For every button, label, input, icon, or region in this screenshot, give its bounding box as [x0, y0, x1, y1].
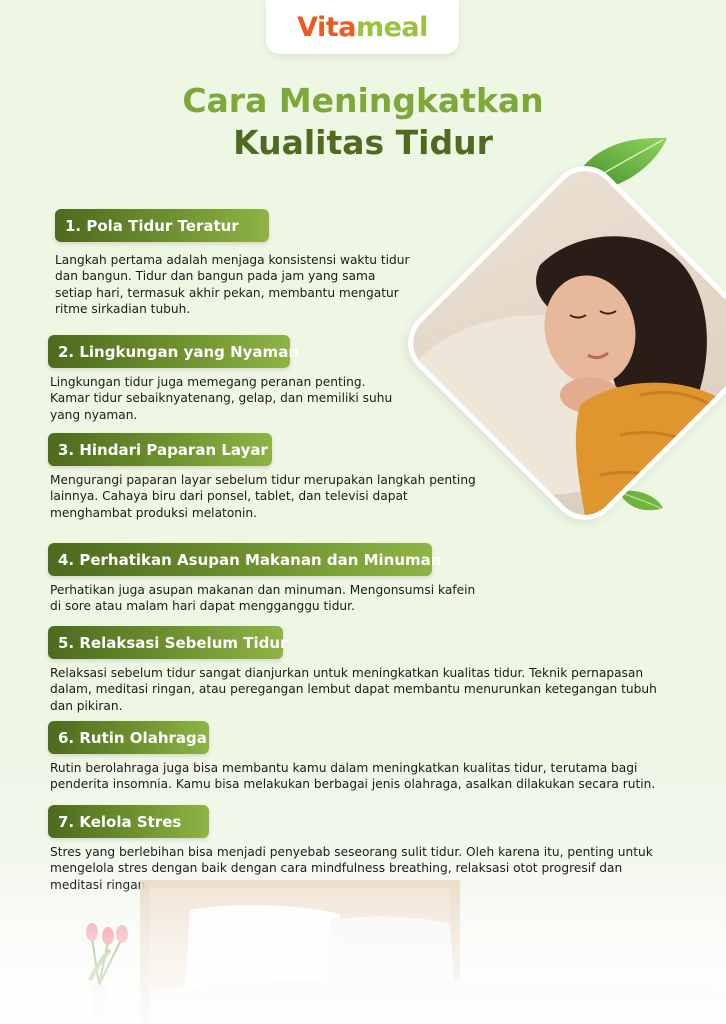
section-6-line: Rutin berolahraga juga bisa membantu kamu dalam meningkatkan kualitas tidur, terutama bagi: [50, 761, 638, 775]
section-4-text: [50, 582, 510, 615]
section-5-line: dalam, meditasi ringan, atau peregangan lembut dapat membantu menurunkan ketegangan tubuh: [50, 682, 657, 697]
section-7-line: mengelola stres dengan baik dengan cara mindfulness breathing, relaksasi otot progresif dan: [50, 861, 623, 876]
section-4-line: di sore atau malam hari dapat mengganggu tidur.: [50, 599, 355, 614]
title-line-1: Cara Meningkatkan: [182, 81, 544, 120]
section-2-line: Kamar tidur sebaiknyatenang, gelap, dan memiliki suhu: [50, 391, 393, 406]
section-5-line: dan pikiran.: [50, 698, 123, 713]
section-6-heading: 6. Rutin Olahraga: [48, 721, 209, 754]
section-3-text: [50, 472, 510, 521]
logo-tab: [266, 0, 459, 54]
section-7-line: Stres yang berlebihan bisa menjadi penyebab seseorang sulit tidur. Oleh karena itu, penting untuk: [50, 845, 653, 859]
section-6-line: penderita insomnia. Kamu bisa melakukan berbagai jenis olahraga, asalkan dilakukan secara rutin.: [50, 777, 656, 792]
brand-logo: [297, 12, 428, 43]
section-1-line: setiap hari, termasuk akhir pekan, membantu mengatur: [55, 285, 399, 300]
section-4-line: Perhatikan juga asupan makanan dan minuman. Mengonsumsi kafein: [50, 583, 476, 597]
section-1-line: dan bangun. Tidur dan bangun pada jam yang sama: [55, 269, 376, 284]
section-1-heading: 1. Pola Tidur Teratur: [55, 209, 269, 242]
section-2-line: yang nyaman.: [50, 407, 138, 422]
section-5-text: [50, 665, 700, 714]
logo-part-vita: Vita: [297, 11, 356, 43]
section-4-heading: 4. Perhatikan Asupan Makanan dan Minuman: [48, 543, 432, 576]
title-line-2: Kualitas Tidur: [233, 123, 493, 162]
section-2-heading: 2. Lingkungan yang Nyaman: [48, 335, 290, 368]
section-2-line: Lingkungan tidur juga memegang peranan penting.: [50, 375, 366, 389]
section-5-heading: 5. Relaksasi Sebelum Tidur: [48, 626, 283, 659]
section-3-line: menghambat produksi melatonin.: [50, 505, 257, 520]
logo-part-meal: meal: [355, 11, 428, 43]
section-1-line: ritme sirkadian tubuh.: [55, 301, 191, 316]
photo-frame: [430, 190, 726, 520]
section-3-line: lainnya. Cahaya biru dari ponsel, tablet, dan televisi dapat: [50, 489, 408, 504]
section-7-heading: 7. Kelola Stres: [48, 805, 209, 838]
bedroom-illustration: [0, 880, 726, 1024]
section-3-line: Mengurangi paparan layar sebelum tidur merupakan langkah penting: [50, 473, 476, 487]
section-6-text: [50, 760, 710, 793]
section-2-text: [50, 374, 430, 423]
section-3-heading: 3. Hindari Paparan Layar: [48, 433, 272, 466]
section-1-line: Langkah pertama adalah menjaga konsistensi waktu tidur: [55, 253, 410, 267]
section-1-text: [55, 252, 435, 317]
section-5-line: Relaksasi sebelum tidur sangat dianjurkan untuk meningkatkan kualitas tidur. Teknik pernapasan: [50, 666, 644, 680]
